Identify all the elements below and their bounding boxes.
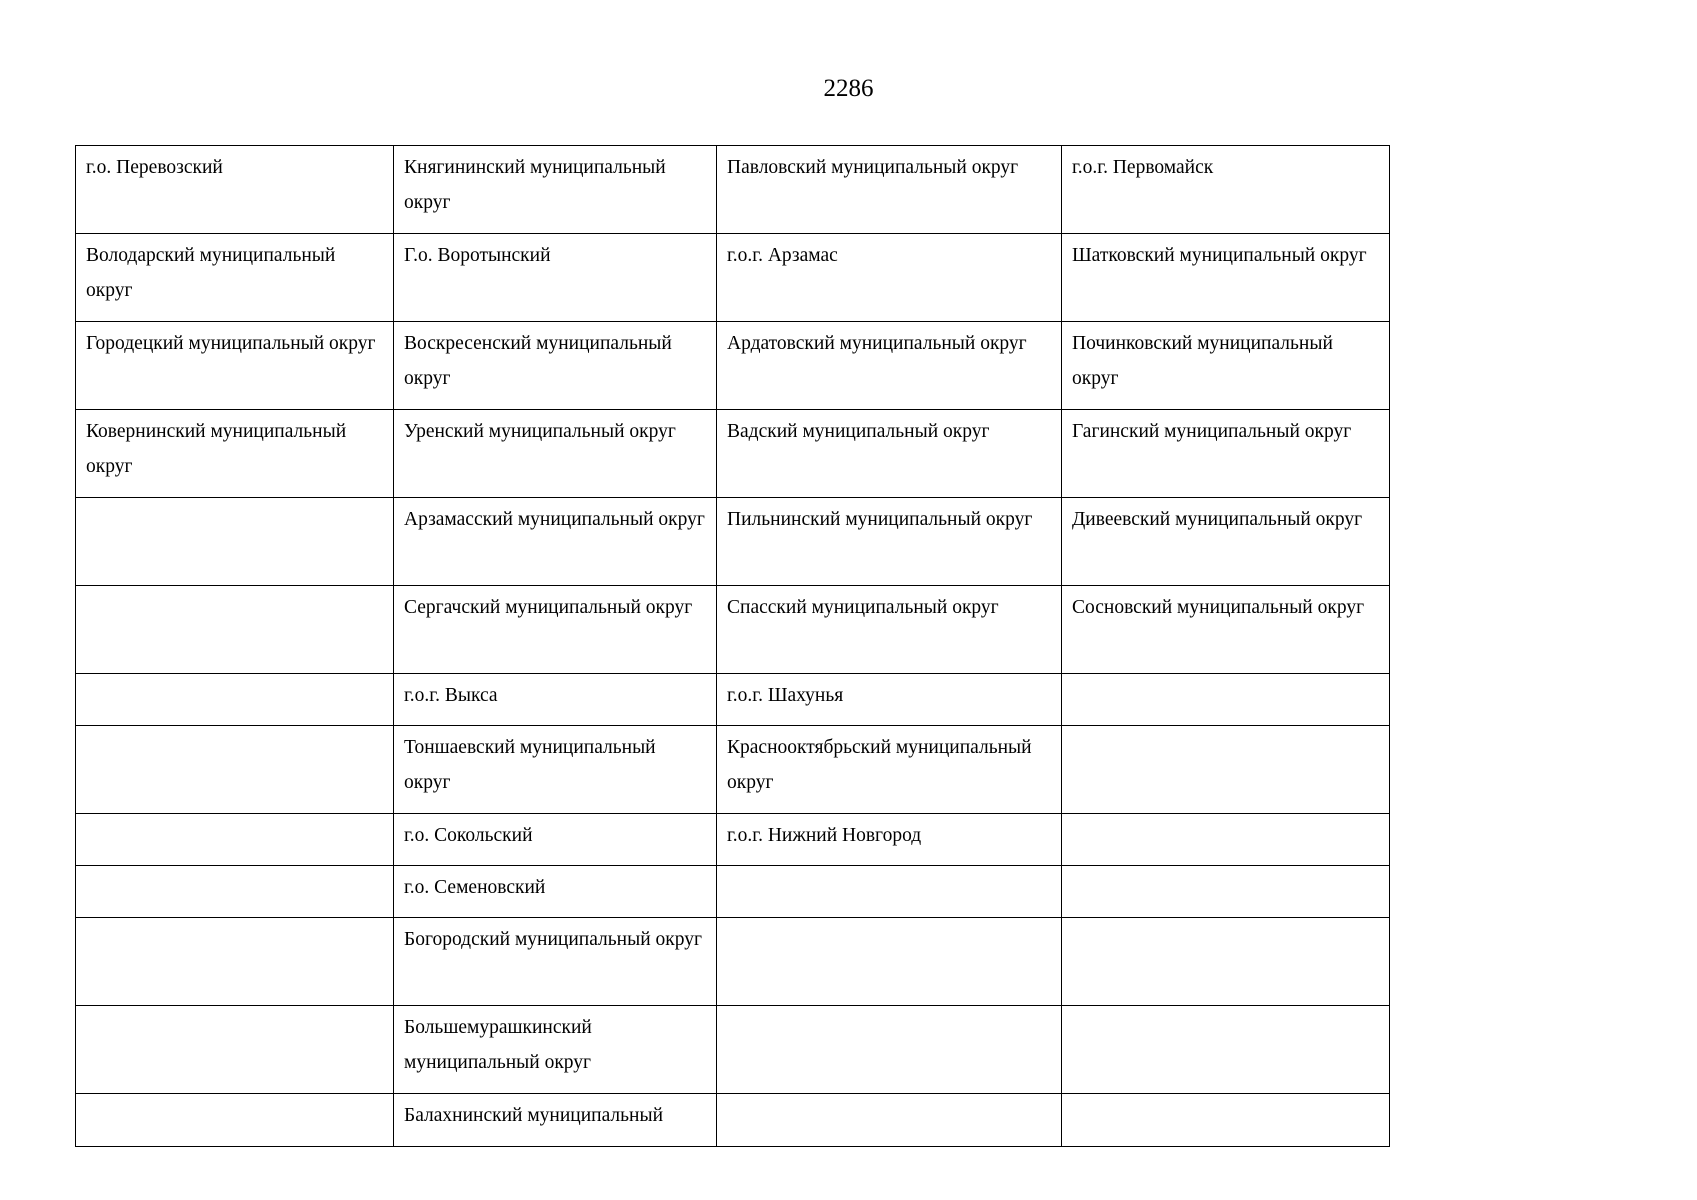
table-cell: г.о.г. Выкса (394, 674, 717, 726)
table-cell (76, 726, 394, 814)
table-row (76, 146, 1390, 234)
table-cell: Пильнинский муниципальный округ (717, 498, 1062, 586)
table-cell (1062, 1006, 1390, 1094)
table-cell (717, 918, 1062, 1006)
table-row (76, 726, 1390, 814)
table-cell: Сосновский муниципальный округ (1062, 586, 1390, 674)
table-cell (1062, 726, 1390, 814)
table-cell: г.о. Перевозский (76, 146, 394, 234)
table-cell (717, 866, 1062, 918)
table-cell: Княгининский муниципальный округ (394, 146, 717, 234)
table-cell: Починковский муниципальный округ (1062, 322, 1390, 410)
table-cell: Ардатовский муниципальный округ (717, 322, 1062, 410)
table-cell (1062, 674, 1390, 726)
table-cell (76, 1094, 394, 1147)
table-cell (76, 674, 394, 726)
table-cell: Краснооктябрьский муниципальный округ (717, 726, 1062, 814)
table-row (76, 1094, 1390, 1147)
table-cell: Вадский муниципальный округ (717, 410, 1062, 498)
table-cell: Сергачский муниципальный округ (394, 586, 717, 674)
table-cell (76, 918, 394, 1006)
table-cell: Богородский муниципальный округ (394, 918, 717, 1006)
table-cell: Г.о. Воротынский (394, 234, 717, 322)
table-row (76, 410, 1390, 498)
table-cell: г.о.г. Арзамас (717, 234, 1062, 322)
table-cell: г.о.г. Нижний Новгород (717, 814, 1062, 866)
table-cell: Большемурашкинский муниципальный округ (394, 1006, 717, 1094)
table-row (76, 866, 1390, 918)
table-cell: Гагинский муниципальный округ (1062, 410, 1390, 498)
table-cell (76, 586, 394, 674)
table-cell (717, 1094, 1062, 1147)
table-row (76, 322, 1390, 410)
table-cell: Городецкий муниципальный округ (76, 322, 394, 410)
table-row (76, 814, 1390, 866)
table-cell: Спасский муниципальный округ (717, 586, 1062, 674)
table-row (76, 234, 1390, 322)
table-cell: Арзамасский муниципальный округ (394, 498, 717, 586)
table-cell: г.о. Семеновский (394, 866, 717, 918)
table-row (76, 1006, 1390, 1094)
page-number: 2286 (823, 75, 874, 102)
table-cell: Ковернинский муниципальный округ (76, 410, 394, 498)
table-cell: г.о.г. Первомайск (1062, 146, 1390, 234)
table-cell (76, 498, 394, 586)
table-cell: Балахнинский муниципальный (394, 1094, 717, 1147)
table-cell: Дивеевский муниципальный округ (1062, 498, 1390, 586)
table-row (76, 674, 1390, 726)
table-cell: Павловский муниципальный округ (717, 146, 1062, 234)
table-cell (76, 866, 394, 918)
table-cell: г.о. Сокольский (394, 814, 717, 866)
table-cell (76, 1006, 394, 1094)
table-row (76, 586, 1390, 674)
table-cell (1062, 866, 1390, 918)
table-cell: Шатковский муниципальный округ (1062, 234, 1390, 322)
table-cell (1062, 814, 1390, 866)
table-cell: Володарский муниципальный округ (76, 234, 394, 322)
table-cell (717, 1006, 1062, 1094)
table-cell: г.о.г. Шахунья (717, 674, 1062, 726)
municipality-table (75, 145, 1390, 1147)
table-row (76, 498, 1390, 586)
table-cell (1062, 1094, 1390, 1147)
table-cell (76, 814, 394, 866)
table-cell: Уренский муниципальный округ (394, 410, 717, 498)
table-cell (1062, 918, 1390, 1006)
table-cell: Воскресенский муниципальный округ (394, 322, 717, 410)
table-row (76, 918, 1390, 1006)
table-cell: Тоншаевский муниципальный округ (394, 726, 717, 814)
